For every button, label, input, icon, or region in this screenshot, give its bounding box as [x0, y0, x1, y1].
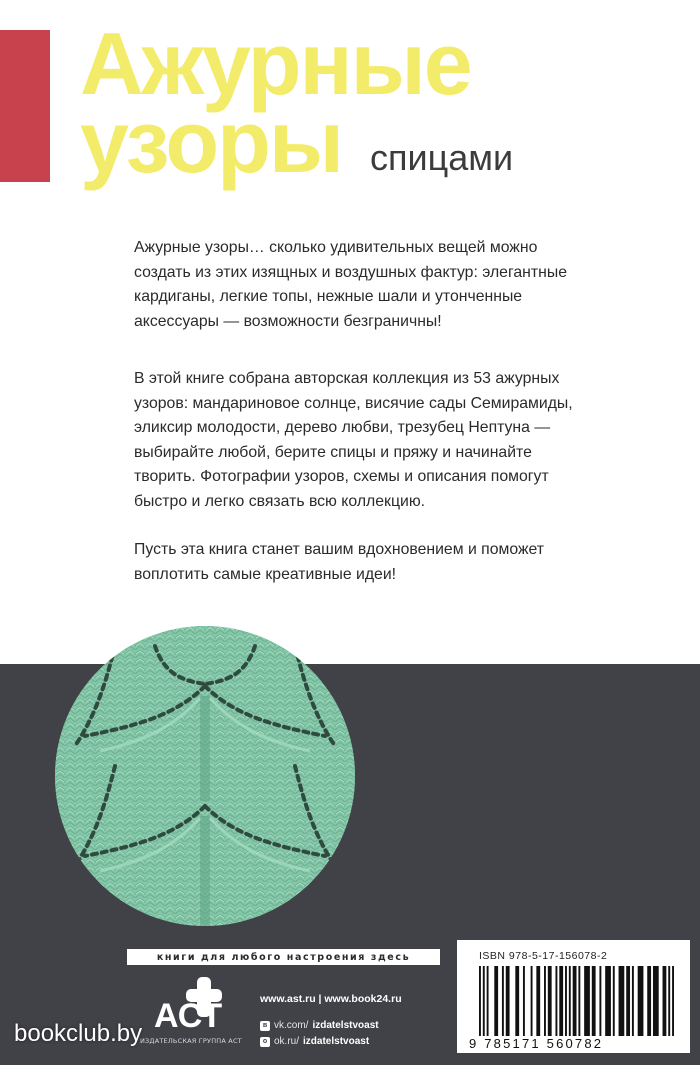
paragraph-line: быстро и легко связать всю коллекцию.: [134, 492, 426, 510]
barcode-bar: [544, 966, 546, 1036]
barcode-bar: [487, 966, 489, 1036]
red-accent-bar: [0, 30, 50, 182]
ok-icon: о: [260, 1037, 270, 1047]
barcode-bar: [626, 966, 630, 1036]
barcode-bar: [578, 966, 580, 1036]
title-line-2: узоры: [80, 92, 342, 191]
isbn-label: ISBN 978-5-17-156078-2: [479, 950, 608, 962]
barcode-bar: [605, 966, 611, 1036]
barcode-bar: [619, 966, 625, 1036]
paragraph-line: создать из этих изящных и воздушных фактур: элегантные: [134, 263, 567, 281]
tagline-banner: [127, 949, 440, 965]
paragraph-line: узоров: мандариновое солнце, висячие сады Семирамиды,: [134, 394, 573, 412]
barcode-bar: [613, 966, 615, 1036]
barcode-bar: [479, 966, 481, 1036]
barcode-bar: [569, 966, 571, 1036]
barcode-bar: [531, 966, 533, 1036]
description-paragraph-3: [134, 538, 634, 587]
barcode-bar: [592, 966, 596, 1036]
knit-pattern-illustration: [55, 626, 355, 926]
paragraph-line: В этой книге собрана авторская коллекция из 53 ажурных: [134, 370, 560, 387]
barcode-bar: [515, 966, 519, 1036]
watermark: bookclub.by: [14, 1020, 143, 1047]
social-ok-prefix: ok.ru/: [274, 1036, 300, 1047]
description-paragraph-2: [134, 367, 634, 514]
barcode-bar: [494, 966, 498, 1036]
social-vk-handle: izdatelstvoast: [312, 1020, 379, 1031]
barcode-bar: [632, 966, 634, 1036]
barcode-bar: [536, 966, 540, 1036]
barcode-bar: [663, 966, 667, 1036]
barcode-bar: [559, 966, 563, 1036]
vk-icon: в: [260, 1021, 270, 1031]
barcode-bar: [599, 966, 601, 1036]
paragraph-line: Пусть эта книга станет вашим вдохновением и поможет: [134, 541, 545, 558]
barcode-bar: [584, 966, 590, 1036]
barcode-bar: [647, 966, 651, 1036]
title-line-1: Ажурные: [80, 14, 471, 113]
social-ok-handle: izdatelstvoast: [303, 1036, 370, 1047]
barcode-bar: [653, 966, 659, 1036]
barcode-bar: [548, 966, 552, 1036]
paragraph-line: творить. Фотографии узоров, схемы и описания помогут: [134, 468, 549, 485]
knit-pattern-image: [55, 626, 355, 926]
barcode-bar: [672, 966, 674, 1036]
paragraph-line: эликсир молодости, дерево любви, трезубец Нептуна —: [134, 419, 551, 436]
barcode-bar: [506, 966, 510, 1036]
barcode-bar: [638, 966, 644, 1036]
publisher-urls: www.ast.ru | www.book24.ru: [260, 993, 402, 1005]
publisher-caption: ИЗДАТЕЛЬСКАЯ ГРУППА АСТ: [140, 1037, 242, 1045]
paragraph-line: выбирайте любой, берите спицы и пряжу и начинайте: [134, 443, 532, 461]
title-subtitle: спицами: [370, 137, 514, 178]
paragraph-line: аксессуары — возможности безграничны!: [134, 312, 442, 330]
barcode-digits: 9 785171 560782: [469, 1036, 604, 1051]
barcode-bar: [483, 966, 485, 1036]
barcode-bar: [555, 966, 557, 1036]
barcode-bar: [502, 966, 504, 1036]
ast-publisher-logo: [150, 975, 230, 1035]
barcode-image: [479, 966, 674, 1036]
barcode-bar: [668, 966, 670, 1036]
barcode-bar: [523, 966, 525, 1036]
tagline-text: книги для любого настроения здесь: [156, 951, 411, 963]
ast-logo-letters: АСТ: [154, 997, 223, 1035]
social-vk: [260, 1020, 379, 1031]
social-ok: [260, 1036, 369, 1047]
paragraph-line: Ажурные узоры… сколько удивительных вещей можно: [134, 239, 538, 256]
barcode-panel: [457, 940, 690, 1053]
description-paragraph-1: [134, 236, 634, 334]
barcode-bar: [573, 966, 577, 1036]
paragraph-line: воплотить самые креативные идеи!: [134, 565, 397, 583]
paragraph-line: кардиганы, легкие топы, нежные шали и утонченные: [134, 288, 523, 305]
social-vk-prefix: vk.com/: [274, 1020, 309, 1031]
barcode-bar: [565, 966, 567, 1036]
